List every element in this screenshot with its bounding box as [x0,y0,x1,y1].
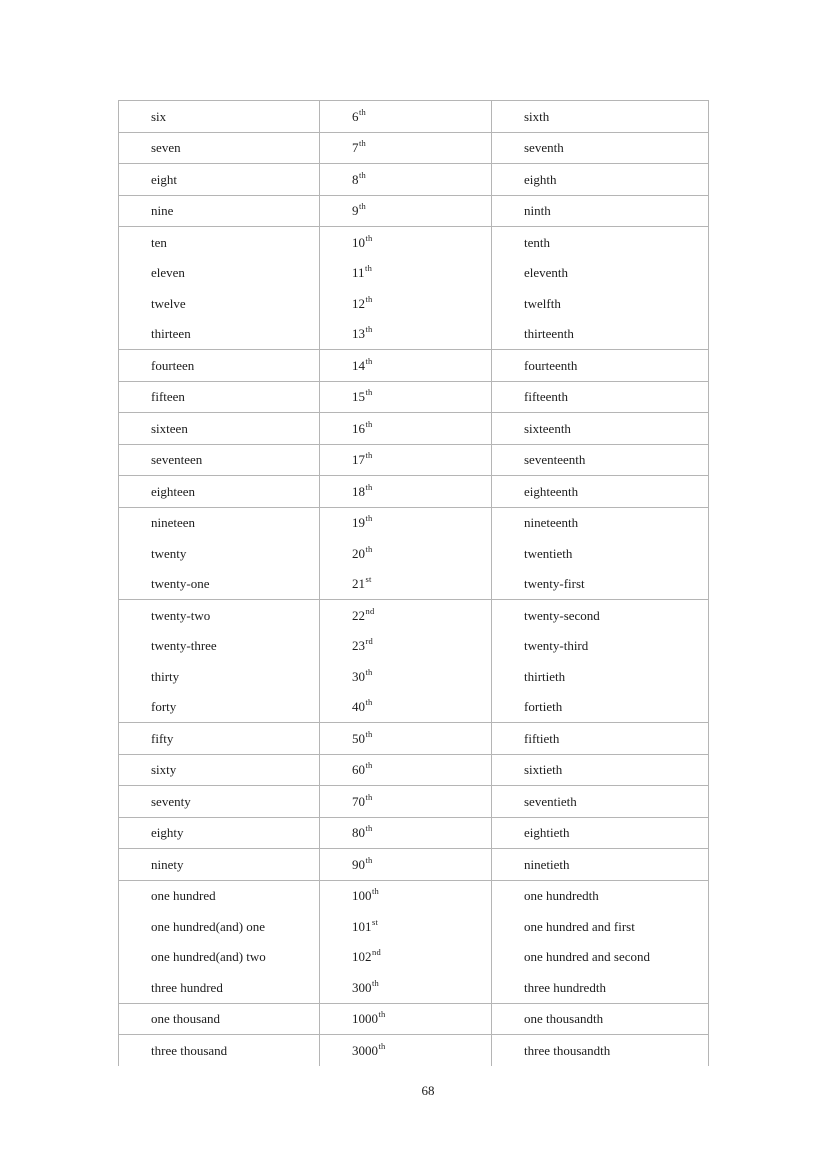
ordinal-number-cell [320,101,492,132]
ordinal-number-cell [320,445,492,476]
cardinal-text: one hundred(and) one [151,918,266,934]
cardinal-cell [118,227,320,349]
cardinal-text: nine [151,203,174,219]
ordinal-abbreviation-text: 19 th [352,513,373,531]
ordinal-word-text: twenty-first [524,576,585,592]
ordinal-abbreviation-text: 22 nd [352,605,375,623]
cardinal-text: seven [151,140,181,156]
cardinal-text: one hundred(and) two [151,949,266,965]
ordinal-word-text: twentieth [524,545,573,561]
ordinal-word-text: ninetieth [524,856,570,872]
ordinal-suffix: th [365,293,373,304]
cardinal-text: eight [151,171,177,187]
ordinal-suffix: th [365,513,373,523]
cardinal-text: one thousand [151,1011,220,1027]
page-number: 68 [421,1083,435,1098]
ordinal-word-cell [492,600,709,722]
ordinal-word-cell [492,350,709,381]
ordinal-word-cell [492,445,709,476]
ordinal-number-cell [320,755,492,786]
ordinal-abbreviation-text: 50 th [352,728,373,746]
ordinal-abbreviation-text: 12 th [352,293,373,311]
cardinal-cell [118,445,320,476]
ordinal-number-cell [320,196,492,227]
cardinal-text: sixteen [151,420,188,436]
ordinal-word-cell [492,881,709,1003]
ordinal-abbreviation-text: 18 th [352,481,373,499]
ordinal-word-cell [492,1004,709,1035]
ordinal-word-text: sixth [524,108,550,124]
ordinal-word-text: tenth [524,234,550,250]
ordinal-abbreviation-text: 102 nd [352,947,381,965]
ordinal-abbreviation-text: 14 th [352,355,373,373]
ordinal-suffix: th [365,791,373,802]
ordinal-suffix: th [365,418,373,429]
cardinal-text: fourteen [151,357,195,373]
cardinal-cell [118,881,320,1003]
cardinal-text: seventy [151,793,191,809]
ordinal-suffix: th [359,106,367,117]
ordinal-suffix: th [359,138,367,148]
ordinal-number-cell [320,1004,492,1035]
ordinal-suffix: st [365,574,372,584]
ordinal-suffix: th [365,697,373,707]
ordinal-number-cell [320,164,492,195]
ordinal-suffix: th [365,760,373,770]
ordinal-abbreviation-text: 300 th [352,977,380,995]
ordinal-number-cell [320,881,492,1003]
ordinal-word-cell [492,382,709,413]
ordinal-word-text: three thousandth [524,1042,611,1058]
table-row [118,164,709,196]
ordinal-suffix: th [378,1009,386,1019]
ordinal-number-cell [320,600,492,722]
ordinal-suffix: st [372,916,379,927]
ordinal-abbreviation-text: 80 th [352,823,373,841]
cardinal-cell [118,755,320,786]
ordinal-suffix: th [365,324,373,334]
cardinal-cell [118,133,320,164]
cardinal-text: eighteen [151,483,196,499]
ordinal-suffix: th [365,387,373,397]
cardinal-text: eighty [151,825,184,841]
ordinal-suffix: th [359,169,367,180]
ordinal-abbreviation-text: 100 th [352,886,380,904]
ordinal-word-text: one hundredth [524,888,599,904]
ordinal-word-text: seventh [524,140,564,156]
ordinal-number-cell [320,1035,492,1066]
ordinal-word-cell [492,101,709,132]
ordinal-number-cell [320,786,492,817]
ordinal-suffix: th [372,886,380,896]
ordinal-word-cell [492,196,709,227]
ordinal-number-cell [320,723,492,754]
ordinal-abbreviation-text: 16 th [352,418,373,436]
ordinal-suffix: th [365,854,373,865]
ordinal-word-cell [492,133,709,164]
table-row [118,818,709,850]
table-row [118,445,709,477]
ordinal-word-cell [492,1035,709,1066]
ordinal-suffix: th [365,450,373,460]
cardinal-text: nineteen [151,515,196,531]
cardinal-cell [118,413,320,444]
cardinal-cell [118,600,320,722]
ordinal-word-cell [492,755,709,786]
cardinal-cell [118,508,320,600]
cardinal-text: twenty [151,545,187,561]
table-row [118,350,709,382]
ordinal-number-cell [320,382,492,413]
ordinal-word-text: sixteenth [524,420,571,436]
cardinal-cell [118,196,320,227]
ordinal-suffix: th [378,1040,386,1051]
cardinal-cell [118,1035,320,1066]
ordinal-word-text: twenty-second [524,607,600,623]
ordinal-abbreviation-text: 70 th [352,791,373,809]
ordinal-suffix: th [372,977,380,988]
cardinal-text: ten [151,234,167,250]
ordinal-suffix: th [359,201,367,211]
cardinal-cell [118,350,320,381]
ordinal-number-cell [320,508,492,600]
ordinal-number-cell [320,476,492,507]
cardinal-cell [118,723,320,754]
cardinal-text: one hundred [151,888,216,904]
ordinal-word-cell [492,786,709,817]
cardinal-text: three thousand [151,1042,228,1058]
ordinal-word-cell [492,849,709,880]
table-row [118,723,709,755]
table-row [118,881,709,1004]
ordinal-abbreviation-text: 90 th [352,854,373,872]
cardinal-text: three hundred [151,979,223,995]
table-row [118,786,709,818]
cardinal-text: twenty-one [151,576,210,592]
ordinal-word-text: sixtieth [524,762,563,778]
table-row [118,133,709,165]
table-row [118,1004,709,1036]
ordinal-word-text: fiftieth [524,730,560,746]
ordinal-word-text: thirteenth [524,326,574,342]
ordinal-word-cell [492,164,709,195]
ordinal-abbreviation-text: 13 th [352,324,373,342]
ordinal-word-text: thirtieth [524,668,566,684]
ordinal-word-cell [492,723,709,754]
cardinal-text: forty [151,699,177,715]
cardinal-cell [118,164,320,195]
cardinal-text: seventeen [151,452,203,468]
ordinal-number-cell [320,818,492,849]
table-row [118,227,709,350]
ordinal-abbreviation-text: 23 rd [352,636,373,654]
ordinal-abbreviation-text: 7 th [352,138,367,156]
ordinal-word-cell [492,227,709,349]
cardinal-text: ninety [151,856,184,872]
ordinal-word-cell [492,413,709,444]
cardinal-text: thirty [151,668,180,684]
cardinal-cell [118,101,320,132]
ordinal-word-text: ninth [524,203,551,219]
ordinal-abbreviation-text: 1000 th [352,1009,386,1027]
ordinal-word-text: eightieth [524,825,570,841]
ordinal-abbreviation-text: 17 th [352,450,373,468]
ordinal-suffix: th [365,263,373,273]
table-row [118,413,709,445]
ordinal-abbreviation-text: 20 th [352,543,373,561]
ordinal-abbreviation-text: 10 th [352,232,373,250]
cardinal-text: thirteen [151,326,191,342]
table-row [118,600,709,723]
ordinal-word-cell [492,476,709,507]
ordinal-suffix: th [365,232,373,243]
table-row [118,849,709,881]
ordinal-word-text: one hundred and first [524,918,635,934]
ordinal-word-text: twenty-third [524,638,589,654]
ordinal-word-cell [492,508,709,600]
ordinal-word-text: eighteenth [524,483,579,499]
ordinal-suffix: th [365,355,373,366]
cardinal-text: six [151,108,167,124]
ordinal-suffix: nd [365,605,375,616]
cardinal-text: fifteen [151,389,185,405]
table-row [118,101,709,133]
ordinal-word-text: one hundred and second [524,949,650,965]
cardinal-text: twenty-three [151,638,217,654]
ordinal-number-cell [320,413,492,444]
ordinal-abbreviation-text: 21 st [352,574,372,592]
cardinal-text: eleven [151,265,185,281]
cardinal-text: twenty-two [151,607,211,623]
ordinal-word-text: seventeenth [524,452,586,468]
ordinal-abbreviation-text: 9 th [352,201,367,219]
cardinal-cell [118,382,320,413]
table-row [118,382,709,414]
ordinal-word-text: seventieth [524,793,577,809]
ordinal-word-text: fourteenth [524,357,578,373]
table-row [118,1035,709,1066]
ordinal-number-cell [320,227,492,349]
ordinal-word-text: eleventh [524,265,569,281]
ordinal-word-text: twelfth [524,295,561,311]
ordinal-word-text: fortieth [524,699,563,715]
table-row [118,755,709,787]
ordinal-abbreviation-text: 101 st [352,916,379,934]
ordinal-suffix: th [365,481,373,492]
ordinal-abbreviation-text: 40 th [352,697,373,715]
cardinal-cell [118,849,320,880]
ordinal-number-cell [320,350,492,381]
ordinal-abbreviation-text: 8 th [352,169,367,187]
ordinal-abbreviation-text: 60 th [352,760,373,778]
ordinal-abbreviation-text: 15 th [352,387,373,405]
cardinal-cell [118,476,320,507]
ordinal-word-text: fifteenth [524,389,569,405]
ordinal-suffix: nd [372,947,381,957]
cardinal-text: fifty [151,730,174,746]
cardinal-cell [118,818,320,849]
ordinal-abbreviation-text: 3000 th [352,1040,386,1058]
ordinal-word-text: one thousandth [524,1011,604,1027]
ordinal-suffix: th [365,823,373,833]
ordinal-word-cell [492,818,709,849]
ordinal-abbreviation-text: 11 th [352,263,373,281]
ordinal-suffix: th [365,666,373,677]
table-row [118,476,709,508]
ordinal-abbreviation-text: 6 th [352,106,367,124]
ordinal-word-text: eighth [524,171,557,187]
cardinal-cell [118,786,320,817]
ordinal-abbreviation-text: 30 th [352,666,373,684]
ordinal-suffix: th [365,543,373,554]
cardinal-cell [118,1004,320,1035]
ordinal-number-cell [320,133,492,164]
cardinal-text: sixty [151,762,177,778]
table-row [118,196,709,228]
ordinal-word-text: nineteenth [524,515,579,531]
table-row [118,508,709,601]
ordinal-word-text: three hundredth [524,979,606,995]
number-table [118,100,709,1066]
ordinal-suffix: rd [365,636,373,646]
ordinal-suffix: th [365,728,373,739]
cardinal-text: twelve [151,295,186,311]
ordinal-number-cell [320,849,492,880]
